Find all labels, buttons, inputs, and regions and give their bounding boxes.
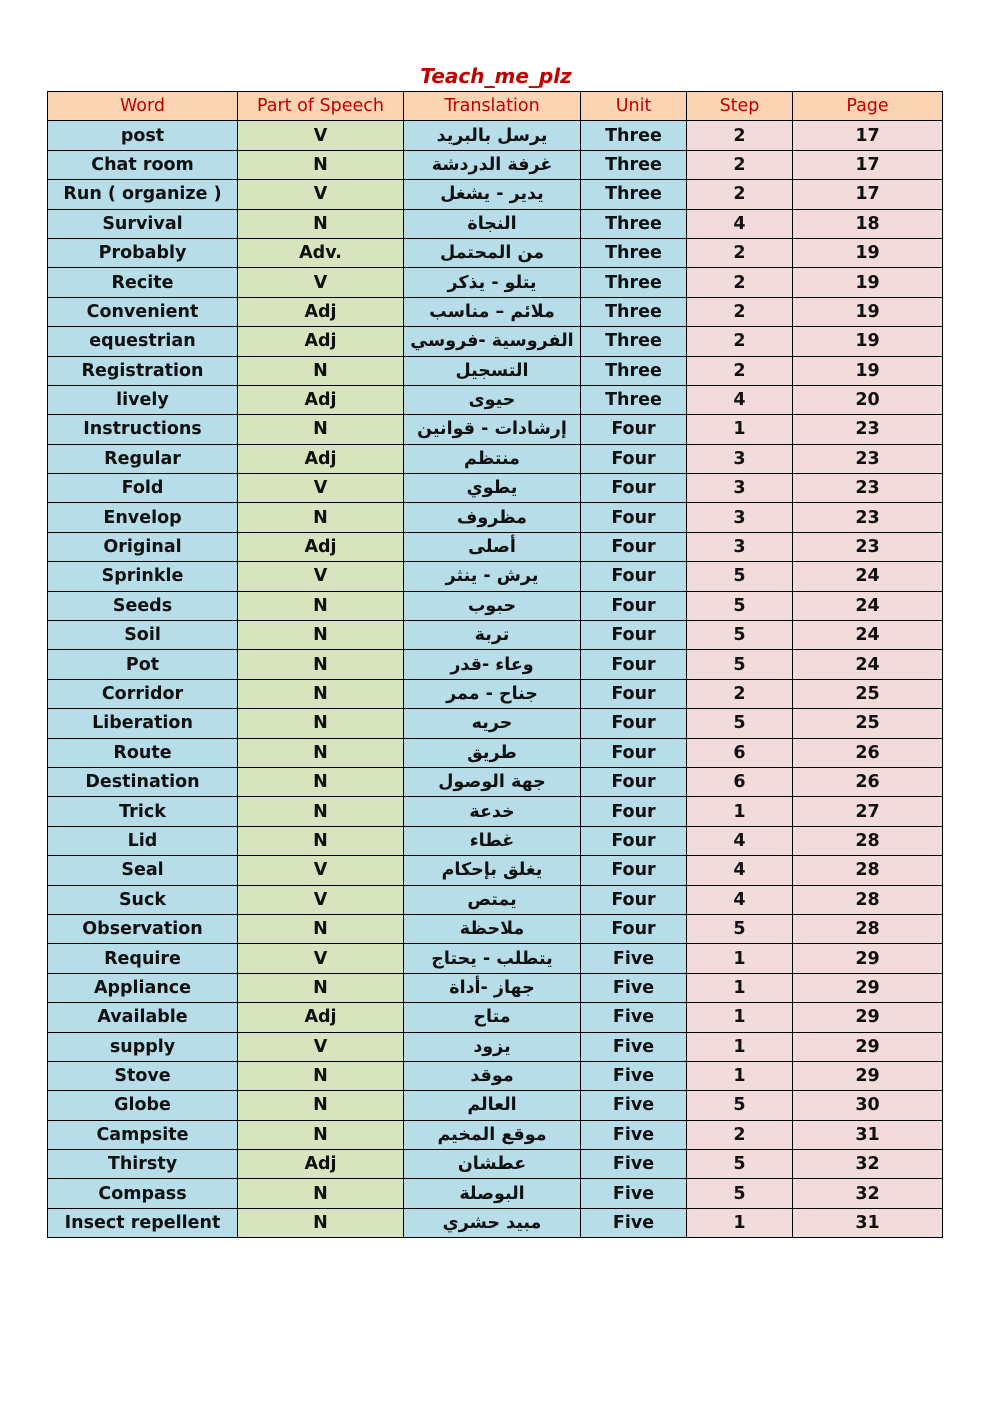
translation-cell: مبيد حشري [404,1208,581,1237]
table-row [48,415,943,444]
step-cell: 3 [687,444,793,473]
page-cell: 24 [793,621,943,650]
table-row [48,532,943,561]
part-of-speech-cell: N [238,767,404,796]
unit-cell: Four [581,914,687,943]
word-cell: Liberation [48,709,238,738]
page-cell: 32 [793,1150,943,1179]
unit-cell: Four [581,767,687,796]
word-cell: Seeds [48,591,238,620]
translation-cell: التسجيل [404,356,581,385]
unit-cell: Three [581,327,687,356]
word-cell: Seal [48,856,238,885]
word-cell: equestrian [48,327,238,356]
table-row [48,474,943,503]
unit-cell: Four [581,738,687,767]
translation-cell: الفروسية -فروسي [404,327,581,356]
page-cell: 20 [793,385,943,414]
translation-cell: العالم [404,1091,581,1120]
word-cell: Lid [48,826,238,855]
step-cell: 2 [687,238,793,267]
page-cell: 23 [793,474,943,503]
word-cell: Envelop [48,503,238,532]
word-cell: Instructions [48,415,238,444]
word-cell: Convenient [48,297,238,326]
table-row [48,973,943,1002]
step-cell: 5 [687,709,793,738]
table-row [48,444,943,473]
header-page: Page [793,92,943,121]
page-cell: 29 [793,944,943,973]
translation-cell: النجاة [404,209,581,238]
translation-cell: جهة الوصول [404,767,581,796]
unit-cell: Four [581,709,687,738]
table-row [48,356,943,385]
step-cell: 2 [687,679,793,708]
unit-cell: Five [581,1032,687,1061]
word-cell: Soil [48,621,238,650]
translation-cell: ملائم – مناسب [404,297,581,326]
translation-cell: يطوي [404,474,581,503]
page-cell: 19 [793,238,943,267]
part-of-speech-cell: Adj [238,444,404,473]
step-cell: 2 [687,121,793,150]
step-cell: 5 [687,562,793,591]
page-cell: 28 [793,914,943,943]
part-of-speech-cell: N [238,797,404,826]
translation-cell: موقد [404,1061,581,1090]
unit-cell: Five [581,1120,687,1149]
step-cell: 5 [687,650,793,679]
part-of-speech-cell: N [238,650,404,679]
step-cell: 3 [687,532,793,561]
unit-cell: Four [581,856,687,885]
page-cell: 31 [793,1208,943,1237]
translation-cell: تربة [404,621,581,650]
part-of-speech-cell: N [238,738,404,767]
page-cell: 19 [793,327,943,356]
unit-cell: Five [581,1091,687,1120]
part-of-speech-cell: V [238,944,404,973]
unit-cell: Four [581,650,687,679]
table-row [48,709,943,738]
table-row [48,503,943,532]
translation-cell: إرشادات - قوانين [404,415,581,444]
table-row [48,856,943,885]
part-of-speech-cell: N [238,973,404,1002]
translation-cell: خدعة [404,797,581,826]
translation-cell: حيوى [404,385,581,414]
part-of-speech-cell: N [238,591,404,620]
step-cell: 2 [687,180,793,209]
word-cell: Fold [48,474,238,503]
word-cell: post [48,121,238,150]
page-cell: 17 [793,150,943,179]
unit-cell: Five [581,944,687,973]
page-cell: 25 [793,679,943,708]
unit-cell: Four [581,503,687,532]
table-row [48,121,943,150]
step-cell: 2 [687,268,793,297]
header-translation: Translation [404,92,581,121]
word-cell: Pot [48,650,238,679]
table-row [48,1061,943,1090]
unit-cell: Four [581,621,687,650]
step-cell: 6 [687,738,793,767]
step-cell: 5 [687,1091,793,1120]
part-of-speech-cell: Adj [238,1003,404,1032]
page-cell: 26 [793,767,943,796]
unit-cell: Five [581,1061,687,1090]
step-cell: 5 [687,591,793,620]
page-cell: 18 [793,209,943,238]
step-cell: 2 [687,356,793,385]
step-cell: 6 [687,767,793,796]
translation-cell: وعاء -قدر [404,650,581,679]
translation-cell: جناح - ممر [404,679,581,708]
word-cell: Trick [48,797,238,826]
page-cell: 19 [793,356,943,385]
part-of-speech-cell: V [238,856,404,885]
step-cell: 1 [687,973,793,1002]
word-cell: Route [48,738,238,767]
table-row [48,209,943,238]
unit-cell: Four [581,797,687,826]
header-part-of-speech: Part of Speech [238,92,404,121]
word-cell: Available [48,1003,238,1032]
word-cell: Survival [48,209,238,238]
part-of-speech-cell: N [238,1208,404,1237]
page-cell: 24 [793,650,943,679]
word-cell: Compass [48,1179,238,1208]
part-of-speech-cell: N [238,356,404,385]
word-cell: Appliance [48,973,238,1002]
unit-cell: Four [581,474,687,503]
translation-cell: متاح [404,1003,581,1032]
step-cell: 4 [687,385,793,414]
translation-cell: يتطلب - يحتاج [404,944,581,973]
translation-cell: يزود [404,1032,581,1061]
translation-cell: من المحتمل [404,238,581,267]
part-of-speech-cell: Adj [238,327,404,356]
table-row [48,1208,943,1237]
table-row [48,297,943,326]
word-cell: Sprinkle [48,562,238,591]
page-cell: 28 [793,856,943,885]
unit-cell: Three [581,209,687,238]
page-cell: 24 [793,591,943,620]
unit-cell: Three [581,150,687,179]
translation-cell: جهاز -أداة [404,973,581,1002]
part-of-speech-cell: N [238,209,404,238]
page-cell: 23 [793,532,943,561]
translation-cell: ملاحظة [404,914,581,943]
part-of-speech-cell: N [238,679,404,708]
table-header-row [48,92,943,121]
page-cell: 31 [793,1120,943,1149]
page-cell: 26 [793,738,943,767]
page-cell: 19 [793,268,943,297]
table-row [48,385,943,414]
unit-cell: Three [581,238,687,267]
word-cell: Run ( organize ) [48,180,238,209]
page-cell: 24 [793,562,943,591]
unit-cell: Four [581,826,687,855]
step-cell: 5 [687,1150,793,1179]
part-of-speech-cell: N [238,621,404,650]
word-cell: Destination [48,767,238,796]
part-of-speech-cell: N [238,914,404,943]
word-cell: Suck [48,885,238,914]
word-cell: supply [48,1032,238,1061]
page-cell: 29 [793,1061,943,1090]
unit-cell: Three [581,356,687,385]
word-cell: Campsite [48,1120,238,1149]
part-of-speech-cell: V [238,885,404,914]
table-row [48,826,943,855]
table-row [48,885,943,914]
unit-cell: Four [581,415,687,444]
table-row [48,679,943,708]
translation-cell: موقع المخيم [404,1120,581,1149]
translation-cell: طريق [404,738,581,767]
unit-cell: Five [581,1208,687,1237]
word-cell: Thirsty [48,1150,238,1179]
word-cell: Registration [48,356,238,385]
word-cell: Recite [48,268,238,297]
table-row [48,738,943,767]
word-cell: Globe [48,1091,238,1120]
page-cell: 23 [793,503,943,532]
step-cell: 1 [687,944,793,973]
word-cell: Regular [48,444,238,473]
page-cell: 27 [793,797,943,826]
table-row [48,797,943,826]
step-cell: 3 [687,474,793,503]
part-of-speech-cell: V [238,268,404,297]
table-body [48,121,943,1238]
step-cell: 1 [687,1061,793,1090]
header-step: Step [687,92,793,121]
part-of-speech-cell: N [238,503,404,532]
table-row [48,562,943,591]
step-cell: 2 [687,327,793,356]
translation-cell: منتظم [404,444,581,473]
step-cell: 1 [687,1003,793,1032]
part-of-speech-cell: Adj [238,1150,404,1179]
translation-cell: يدير - يشغل [404,180,581,209]
table-row [48,238,943,267]
translation-cell: عطشان [404,1150,581,1179]
page-cell: 32 [793,1179,943,1208]
word-cell: Stove [48,1061,238,1090]
page-cell: 28 [793,826,943,855]
page-cell: 17 [793,121,943,150]
table-row [48,767,943,796]
translation-cell: البوصلة [404,1179,581,1208]
step-cell: 4 [687,209,793,238]
part-of-speech-cell: V [238,121,404,150]
word-cell: Chat room [48,150,238,179]
translation-cell: يرش - ينثر [404,562,581,591]
table-row [48,1150,943,1179]
part-of-speech-cell: N [238,1179,404,1208]
part-of-speech-cell: N [238,1091,404,1120]
table-row [48,1032,943,1061]
step-cell: 3 [687,503,793,532]
page-cell: 17 [793,180,943,209]
unit-cell: Four [581,444,687,473]
unit-cell: Five [581,1179,687,1208]
page-cell: 23 [793,415,943,444]
step-cell: 2 [687,1120,793,1149]
header-word: Word [48,92,238,121]
table-row [48,180,943,209]
translation-cell: يتلو - يذكر [404,268,581,297]
page-cell: 30 [793,1091,943,1120]
part-of-speech-cell: Adj [238,297,404,326]
table-row [48,621,943,650]
table-row [48,944,943,973]
translation-cell: يمتص [404,885,581,914]
step-cell: 5 [687,621,793,650]
unit-cell: Five [581,1003,687,1032]
part-of-speech-cell: N [238,826,404,855]
unit-cell: Three [581,385,687,414]
table-row [48,1003,943,1032]
step-cell: 2 [687,150,793,179]
step-cell: 2 [687,297,793,326]
step-cell: 1 [687,1032,793,1061]
page-cell: 28 [793,885,943,914]
translation-cell: أصلى [404,532,581,561]
table-row [48,591,943,620]
table-row [48,1091,943,1120]
unit-cell: Five [581,973,687,1002]
page-cell: 19 [793,297,943,326]
unit-cell: Five [581,1150,687,1179]
page-cell: 29 [793,1003,943,1032]
word-cell: lively [48,385,238,414]
part-of-speech-cell: N [238,1120,404,1149]
translation-cell: يرسل بالبريد [404,121,581,150]
unit-cell: Four [581,591,687,620]
table-row [48,327,943,356]
translation-cell: حبوب [404,591,581,620]
vocabulary-table [47,91,943,1238]
table-row [48,1179,943,1208]
translation-cell: مظروف [404,503,581,532]
part-of-speech-cell: Adv. [238,238,404,267]
part-of-speech-cell: N [238,415,404,444]
part-of-speech-cell: N [238,709,404,738]
word-cell: Require [48,944,238,973]
step-cell: 5 [687,1179,793,1208]
page-cell: 29 [793,973,943,1002]
part-of-speech-cell: N [238,150,404,179]
unit-cell: Four [581,562,687,591]
part-of-speech-cell: V [238,180,404,209]
part-of-speech-cell: V [238,1032,404,1061]
translation-cell: حريه [404,709,581,738]
translation-cell: غطاء [404,826,581,855]
header-unit: Unit [581,92,687,121]
translation-cell: يغلق بإحكام [404,856,581,885]
part-of-speech-cell: V [238,562,404,591]
word-cell: Original [48,532,238,561]
word-cell: Corridor [48,679,238,708]
table-row [48,1120,943,1149]
unit-cell: Three [581,180,687,209]
table-row [48,914,943,943]
part-of-speech-cell: N [238,1061,404,1090]
unit-cell: Three [581,297,687,326]
part-of-speech-cell: V [238,474,404,503]
unit-cell: Four [581,885,687,914]
unit-cell: Three [581,268,687,297]
word-cell: Observation [48,914,238,943]
word-cell: Insect repellent [48,1208,238,1237]
translation-cell: غرفة الدردشة [404,150,581,179]
step-cell: 1 [687,797,793,826]
table-row [48,268,943,297]
table-row [48,650,943,679]
step-cell: 1 [687,1208,793,1237]
table-row [48,150,943,179]
part-of-speech-cell: Adj [238,385,404,414]
step-cell: 5 [687,914,793,943]
page-cell: 29 [793,1032,943,1061]
step-cell: 4 [687,856,793,885]
unit-cell: Four [581,532,687,561]
page-cell: 25 [793,709,943,738]
unit-cell: Three [581,121,687,150]
step-cell: 1 [687,415,793,444]
page-cell: 23 [793,444,943,473]
part-of-speech-cell: Adj [238,532,404,561]
document-title: Teach_me_plz [420,64,572,88]
word-cell: Probably [48,238,238,267]
step-cell: 4 [687,826,793,855]
unit-cell: Four [581,679,687,708]
step-cell: 4 [687,885,793,914]
